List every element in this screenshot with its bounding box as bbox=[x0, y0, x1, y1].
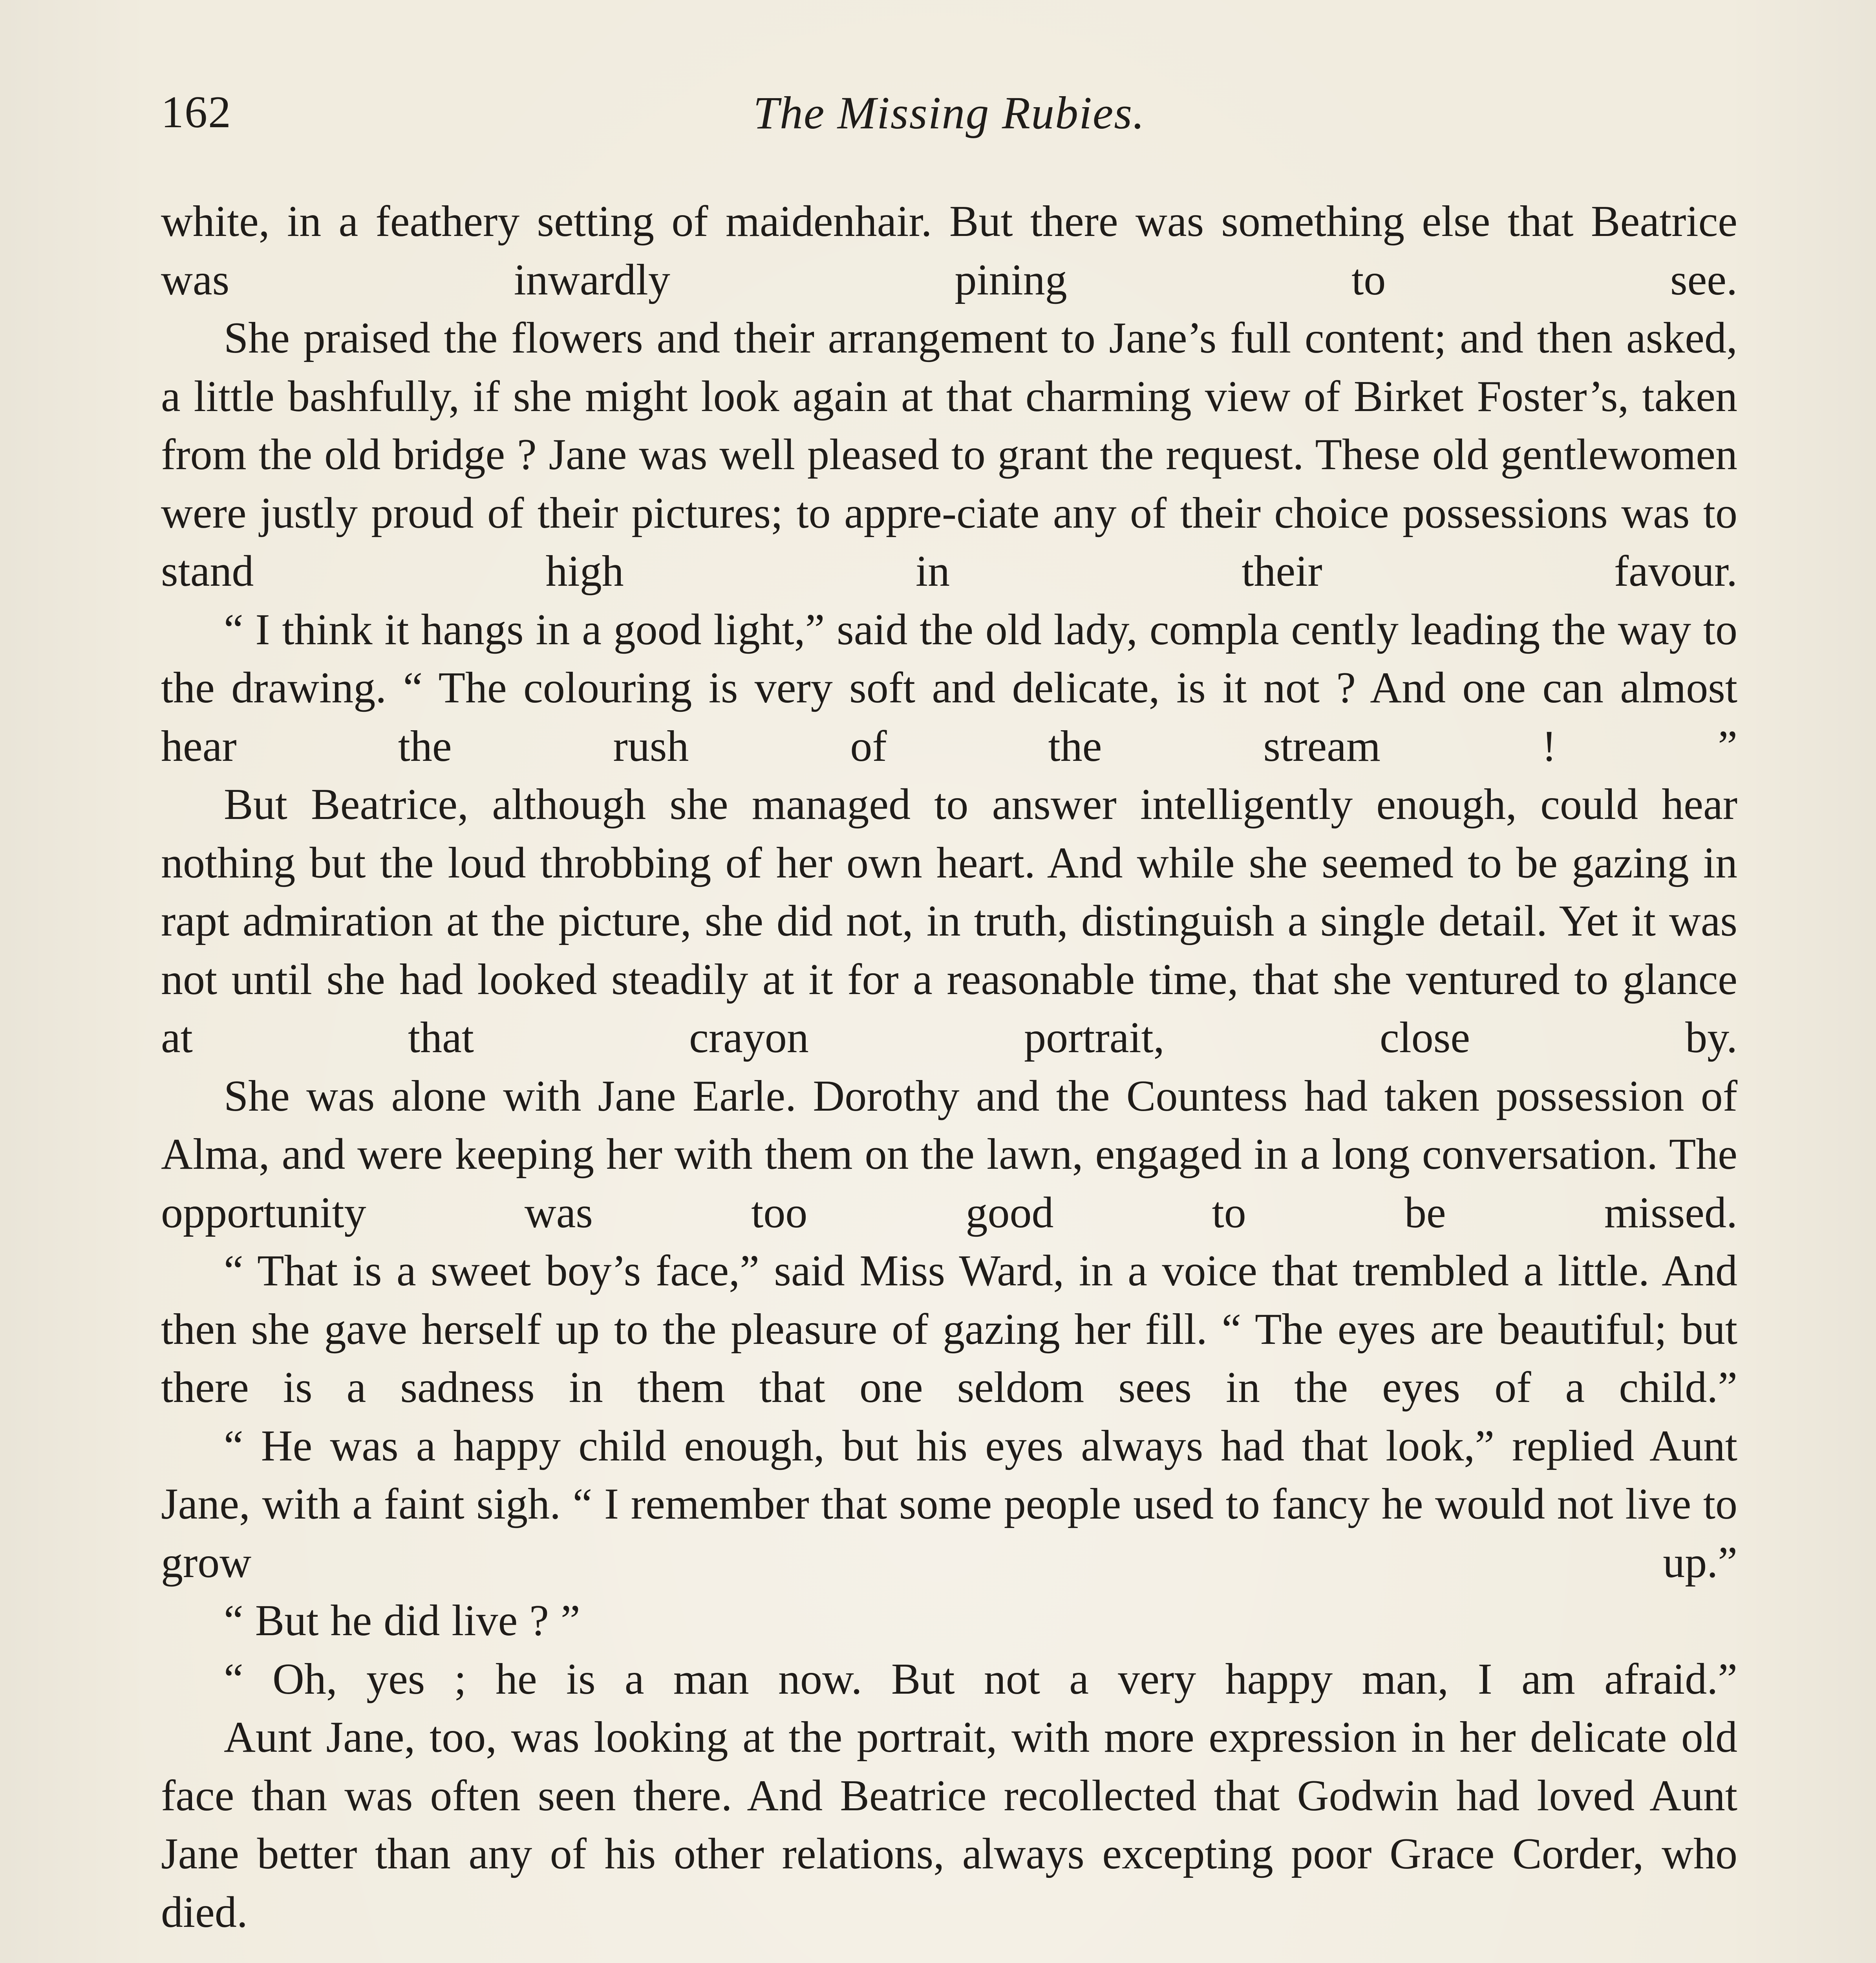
paragraph-6: “ That is a sweet boy’s face,” said Miss Ward, in a voice that trembled a little. And then she gave herself up to the pleasure of gazing her fill. “ The eyes are beautiful; but there is a sadness in them that one seldom sees in the eyes of a child.” bbox=[161, 1247, 1737, 1412]
paragraph-4: But Beatrice, although she managed to answer intelligently enough, could hear nothing but the loud throbbing of her own heart. And while she seemed to be gazing in rapt admiration at the picture, she did not, in truth, distinguish a single detail. Yet it was not until she had looked steadily at it for a reasonable time, that she ventured to glance at that crayon portrait, close by. bbox=[161, 780, 1737, 1062]
main-text-block bbox=[161, 192, 1737, 1963]
running-title: The Missing Rubies. bbox=[753, 87, 1145, 139]
page-header bbox=[161, 86, 1737, 153]
paragraph-5: She was alone with Jane Earle. Dorothy and the Countess had taken possession of Alma, and were keeping her with them on the lawn, engaged in a long conversation. The opportunity was too good to be missed. bbox=[161, 1071, 1737, 1237]
paragraph-2: She praised the flowers and their arrangement to Jane’s full content; and then asked, a little bashfully, if she might look again at that charming view of Birket Foster’s, taken from the old bridge ? Jane was well pleased to grant the request. These old gentlewomen were justly proud of their pictures; to appre-ciate any of their choice possessions was to stand high in their favour. bbox=[161, 314, 1737, 596]
paragraph-7: “ He was a happy child enough, but his eyes always had that look,” replied Aunt Jane, with a faint sigh. “ I remember that some people used to fancy he would not live to grow up.” bbox=[161, 1421, 1737, 1587]
paragraph-8: “ But he did live ? ” bbox=[224, 1596, 580, 1645]
paragraph-10: Aunt Jane, too, was looking at the portrait, with more expression in her delicate old face than was often seen there. And Beatrice recollected that Godwin had loved Aunt Jane better than any of his other relations, always excepting poor Grace Corder, who died. bbox=[161, 1713, 1737, 1937]
paragraph-9: “ Oh, yes ; he is a man now. But not a very happy man, I am afraid.” bbox=[224, 1654, 1737, 1703]
paragraph-1: white, in a feathery setting of maidenhair. But there was something else that Beatrice was inwardly pining to see. bbox=[161, 197, 1737, 304]
page-number: 162 bbox=[161, 87, 232, 137]
paragraph-3: “ I think it hangs in a good light,” said the old lady, compla cently leading the way to the drawing. “ The colouring is very soft and delicate, is it not ? And one can almost hear the rush of the stream ! ” bbox=[161, 605, 1737, 771]
